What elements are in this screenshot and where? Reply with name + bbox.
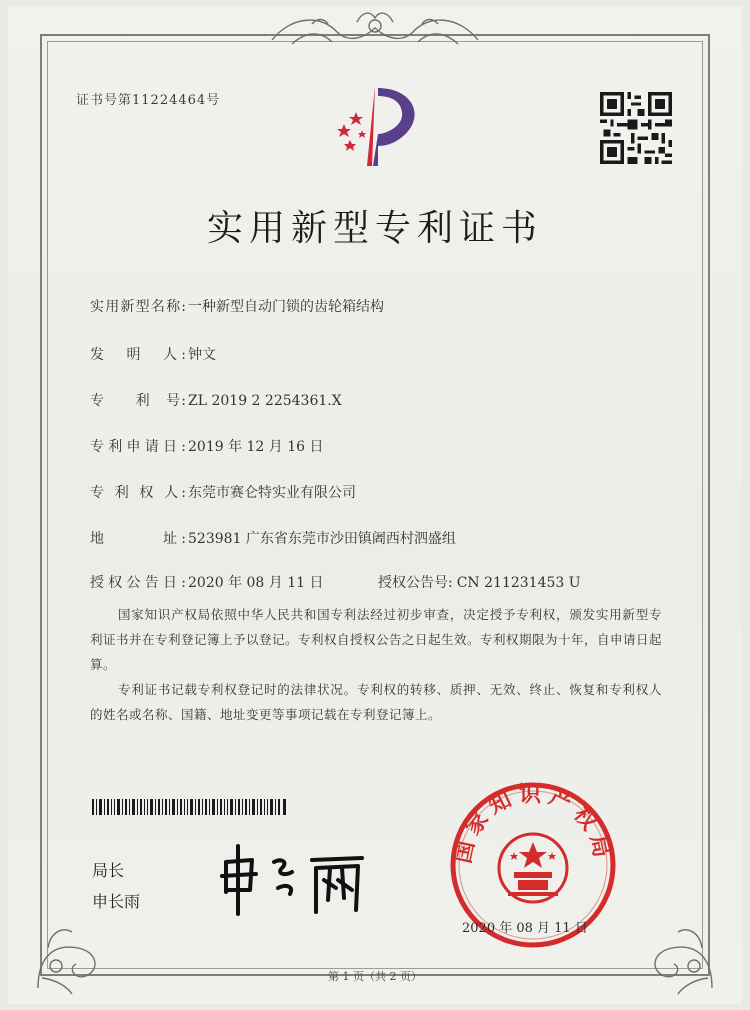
inventor-label: 发 明 人: [90, 347, 186, 363]
certificate-number [76, 89, 220, 108]
patent-number-label: 专 利 号: [90, 393, 186, 409]
patent-number-value: ZL 2019 2 2254361.X [188, 393, 342, 409]
grant-number-label: 授权公告号: [378, 575, 453, 591]
qr-code [600, 92, 672, 164]
address-label: 地 址: [90, 531, 186, 547]
address-row [90, 528, 456, 548]
grant-number-value: CN 211231453 U [456, 575, 581, 591]
body-paragraph-2: 专利证书记载专利权登记时的法律状况。专利权的转移、质押、无效、终止、恢复和专利权人的姓名或名称、国籍、地址变更等事项记载在专利登记簿上。 [90, 682, 662, 722]
patentee-label: 专 利 权 人: [90, 485, 186, 501]
filing-date-row [90, 436, 324, 456]
director-signature [212, 840, 382, 920]
grant-date-label: 授权公告日: [90, 575, 186, 591]
corner-ornament-bottom-left [28, 908, 118, 998]
inventor-row [90, 344, 216, 364]
director-name: 申长雨 [92, 892, 141, 911]
grant-number-row [378, 572, 581, 592]
seal-text: 国家知识产权局 [450, 782, 616, 866]
cnipa-emblem [320, 82, 430, 172]
page-number: 第 1 页（共 2 页） [328, 970, 422, 983]
director-title: 局长 [92, 861, 125, 880]
filing-date-value: 2019 年 12 月 16 日 [188, 439, 324, 455]
filing-date-label: 专利申请日: [90, 439, 186, 455]
barcode [92, 799, 286, 815]
utility-model-name-row [90, 296, 384, 316]
inventor-value: 钟文 [188, 347, 216, 363]
certificate-number-value: 11224464 [132, 93, 207, 108]
certificate-number-suffix: 号 [206, 93, 221, 108]
seal-date: 2020 年 08 月 11 日 [462, 921, 588, 936]
utility-model-name-label: 实用新型名称: [90, 299, 186, 315]
utility-model-name-value: 一种新型自动门锁的齿轮箱结构 [188, 299, 384, 315]
address-value: 523981 广东省东莞市沙田镇阇西村泗盛组 [188, 531, 456, 547]
certificate-number-label: 证书号第 [76, 93, 133, 108]
body-paragraph-1: 国家知识产权局依照中华人民共和国专利法经过初步审查，决定授予专利权，颁发实用新型专利证书并在专利登记簿上予以登记。专利权自授权公告之日起生效。专利权期限为十年，自申请日起算。 [90, 607, 663, 672]
grant-date-row [90, 572, 324, 592]
corner-ornament-bottom-right [632, 908, 722, 998]
patent-number-row [90, 390, 342, 410]
grant-date-value: 2020 年 08 月 11 日 [188, 575, 324, 591]
patentee-row [90, 482, 356, 502]
top-ornament [262, 10, 488, 54]
patentee-value: 东莞市赛仑特实业有限公司 [188, 485, 356, 501]
certificate-title: 实用新型专利证书 [206, 208, 543, 249]
